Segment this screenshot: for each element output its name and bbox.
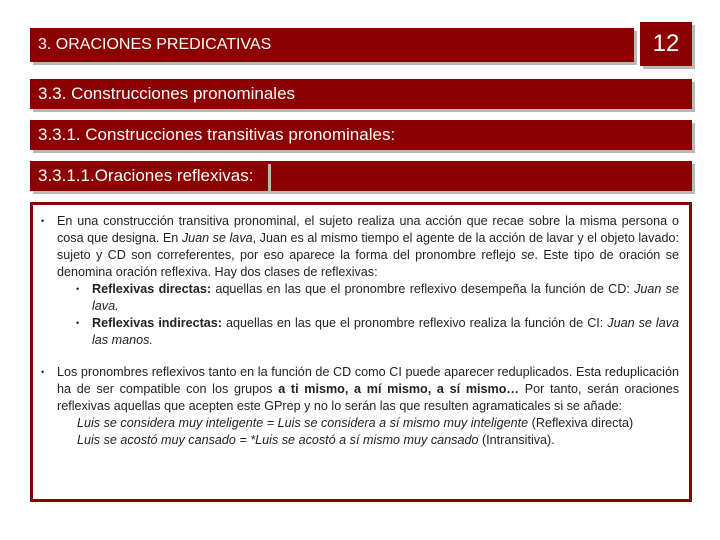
term-label: Reflexivas indirectas: [92, 316, 223, 330]
sub-item-direct [41, 281, 679, 315]
emphasis-text: a ti mismo, a mí mismo, a sí mismo… [278, 382, 520, 396]
example-note: (Reflexiva directa) [528, 416, 634, 430]
example-text: Juan se lava [181, 231, 253, 245]
example-line [57, 432, 679, 449]
subsection-heading-bar [30, 120, 692, 150]
example-note: (Intransitiva). [478, 433, 555, 447]
paragraph-text: Por tanto, serán oraciones reflexivas aquellas que acepten este GPrep y no lo serán las que resulten agramaticales si se añade: [57, 382, 680, 413]
paragraph-text: . Este tipo de oración se denomina oración reflexiva. Hay dos clases de reflexivas: [57, 248, 679, 279]
example-text: Luis se considera muy inteligente = Luis se considera a sí mismo muy inteligente [77, 416, 529, 430]
bullet-icon: • [76, 318, 80, 328]
paragraph-reflexive-definition [41, 213, 679, 281]
example-text: Juan se lava. [92, 282, 680, 313]
paragraph-reduplication [41, 364, 679, 449]
example-text: Juan se lava las manos. [92, 316, 680, 347]
example-text: se [521, 248, 535, 262]
subsection-heading: 3.3.1. Construcciones transitivas pronominales: [38, 125, 396, 144]
section-heading: 3.3. Construcciones pronominales [38, 84, 296, 103]
term-label: Reflexivas directas: [92, 282, 212, 296]
subsubsection-bar-extension [268, 161, 692, 191]
example-text: Luis se acostó muy cansado = *Luis se acostó a sí mismo muy cansado [77, 433, 479, 447]
content-box [30, 202, 692, 502]
bullet-icon: • [76, 284, 80, 294]
sub-item-indirect [41, 315, 679, 349]
page-number-box [640, 22, 692, 66]
bullet-icon: • [41, 216, 45, 226]
sub-item-text: aquellas en las que el pronombre reflexivo desempeña la función de CD: [211, 282, 635, 296]
subsubsection-heading-bar [30, 161, 268, 191]
bullet-icon: • [41, 367, 45, 377]
slide-title-bar [30, 28, 634, 62]
sub-item-text: aquellas en las que el pronombre reflexivo realiza la función de CI: [222, 316, 608, 330]
paragraph-text: En una construcción transitiva pronominal, el sujeto realiza una acción que recae sobre la misma persona o cosa que designa. En [57, 214, 679, 245]
example-line [57, 415, 679, 432]
paragraph-text: , Juan es al mismo tiempo el agente de la acción de lavar y el objeto lavado: sujeto y CD son correferentes, por eso aparece la forma del pronombre reflejo [57, 231, 679, 262]
subsubsection-heading: 3.3.1.1.Oraciones reflexivas: [38, 166, 254, 185]
slide-title: 3. ORACIONES PREDICATIVAS [38, 36, 272, 53]
page-number: 12 [652, 30, 680, 57]
section-heading-bar [30, 79, 692, 109]
paragraph-text: Los pronombres reflexivos tanto en la función de CD como CI puede aparecer reduplicados. Esta reduplicación ha de ser compatible con los grupos [57, 365, 679, 396]
